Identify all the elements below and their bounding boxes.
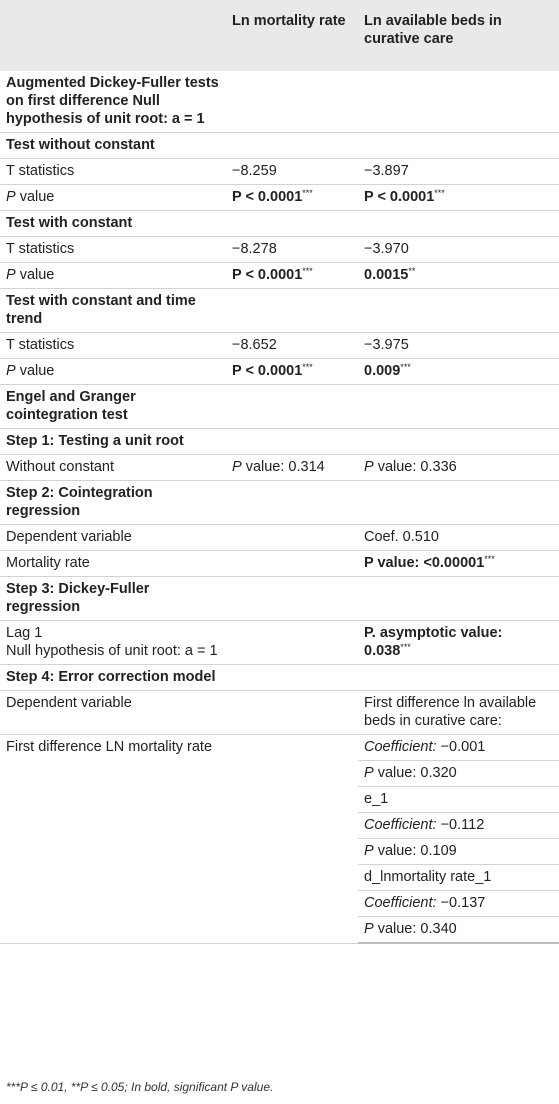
ecm-p-3: P value: 0.340 (358, 917, 559, 944)
table-row (0, 735, 559, 761)
s3-val: P. asymptotic value: 0.038*** (358, 621, 559, 665)
s2-coef: Coef. 0.510 (358, 525, 559, 551)
nc-t2: −3.897 (358, 159, 559, 185)
table-row (0, 455, 559, 481)
s2-mort: Mortality rate (0, 551, 226, 577)
section-step1 (0, 429, 559, 455)
section-step2-title: Step 2: Cointegration regression (0, 481, 226, 525)
ct-t1: −8.652 (226, 333, 358, 359)
ecm-coef-2: Coefficient: −0.112 (358, 813, 559, 839)
table-row (0, 359, 559, 385)
wc-p2: 0.0015** (358, 263, 559, 289)
s3-label: Lag 1 Null hypothesis of unit root: a = 1 (0, 621, 226, 665)
table-row (0, 263, 559, 289)
t-stat-label: T statistics (0, 237, 226, 263)
p-value-label: P value (0, 185, 226, 211)
table-row (0, 525, 559, 551)
ct-p2: 0.009*** (358, 359, 559, 385)
table-row (0, 551, 559, 577)
t-stat-label: T statistics (0, 159, 226, 185)
ecm-coef-3: Coefficient: −0.137 (358, 891, 559, 917)
section-engel (0, 385, 559, 429)
section-no-const-title: Test without constant (0, 133, 559, 159)
wc-p1: P < 0.0001*** (226, 263, 358, 289)
section-step3-title: Step 3: Dickey-Fuller regression (0, 577, 226, 621)
table-row (0, 237, 559, 263)
header-col2: Ln mortality rate (232, 13, 346, 29)
section-step1-title: Step 1: Testing a unit root (0, 429, 559, 455)
section-step3 (0, 577, 559, 621)
s1-v2: P value: 0.336 (358, 455, 559, 481)
ct-t2: −3.975 (358, 333, 559, 359)
header-col3: Ln available beds in curative care (364, 13, 502, 47)
section-adf (0, 71, 559, 133)
ecm-p-1: P value: 0.320 (358, 761, 559, 787)
section-step4 (0, 665, 559, 691)
section-no-const (0, 133, 559, 159)
ecm-p-2: P value: 0.109 (358, 839, 559, 865)
wc-t1: −8.278 (226, 237, 358, 263)
p-value-label: P value (0, 359, 226, 385)
table-row (0, 621, 559, 665)
section-adf-title: Augmented Dickey-Fuller tests on first difference Null hypothesis of unit root: a = 1 (0, 71, 226, 133)
header-row (0, 0, 559, 71)
wc-t2: −3.970 (358, 237, 559, 263)
table-row (0, 333, 559, 359)
section-const-trend-title: Test with constant and time trend (0, 289, 226, 333)
section-engel-title: Engel and Granger cointegration test (0, 385, 226, 429)
section-const-trend (0, 289, 559, 333)
section-step4-title: Step 4: Error correction model (0, 665, 226, 691)
s1-v1: P value: 0.314 (226, 455, 358, 481)
table-row (0, 185, 559, 211)
nc-t1: −8.259 (226, 159, 358, 185)
t-stat-label: T statistics (0, 333, 226, 359)
table-row (0, 159, 559, 185)
ecm-coef-1: Coefficient: −0.001 (358, 735, 559, 761)
footnote: ***P ≤ 0.01, **P ≤ 0.05; In bold, significant P value. (6, 1080, 274, 1094)
s2-dep: Dependent variable (0, 525, 226, 551)
s2-pval: P value: <0.00001*** (358, 551, 559, 577)
s4-dep: Dependent variable (0, 691, 226, 735)
section-with-const (0, 211, 559, 237)
s1-label: Without constant (0, 455, 226, 481)
table-row (0, 691, 559, 735)
ecm-e1: e_1 (358, 787, 559, 813)
nc-p2: P < 0.0001*** (358, 185, 559, 211)
s4-dep-val: First difference ln available beds in curative care: (358, 691, 559, 735)
ct-p1: P < 0.0001*** (226, 359, 358, 385)
s4-first: First difference LN mortality rate (0, 735, 226, 944)
section-with-const-title: Test with constant (0, 211, 559, 237)
header-col1 (0, 0, 226, 71)
ecm-dlag: d_lnmortality rate_1 (358, 865, 559, 891)
nc-p1: P < 0.0001*** (226, 185, 358, 211)
p-value-label: P value (0, 263, 226, 289)
section-step2 (0, 481, 559, 525)
